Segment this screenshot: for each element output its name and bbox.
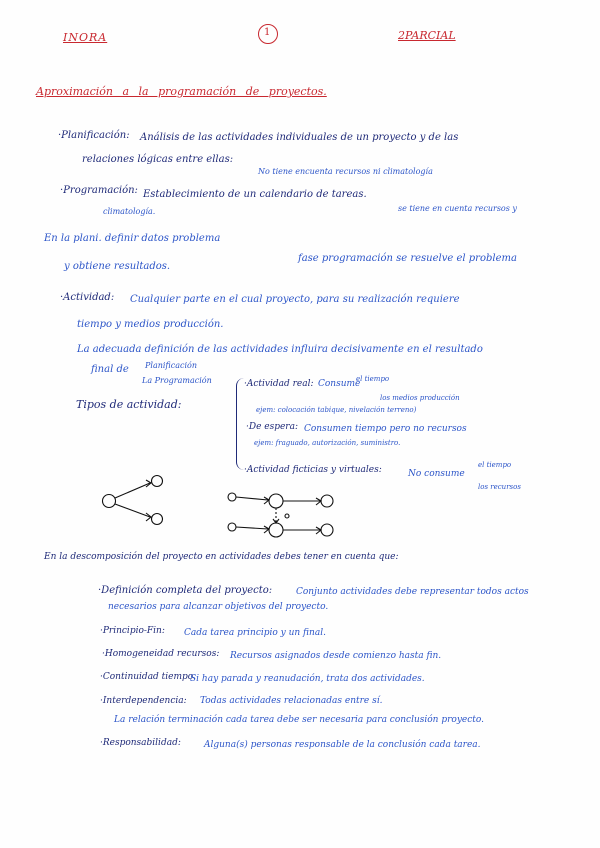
actividad-term: ·Actividad: <box>60 292 115 303</box>
ficticia-recursos: los recursos <box>478 483 521 491</box>
de-espera-example: ejem: fraguado, autorización, suministro. <box>254 439 401 447</box>
de-espera-text: Consumen tiempo pero no recursos <box>304 424 467 434</box>
header-name: INORA <box>63 31 108 44</box>
programacion-note-2: climatología. <box>103 207 156 216</box>
tipos-label: Tipos de actividad: <box>76 398 182 411</box>
phase-line-1a: En la plani. definir datos problema <box>44 233 221 244</box>
item-homogeneidad-text: Recursos asignados desde comienzo hasta fin. <box>230 651 442 661</box>
node-circle <box>228 523 236 531</box>
planificacion-text-2: relaciones lógicas entre ellas: <box>82 154 234 165</box>
node-circle <box>103 495 116 508</box>
programacion-text: Establecimiento de un calendario de tareas. <box>143 189 367 200</box>
right-diagram <box>228 493 333 537</box>
page-number: 1 <box>264 27 271 38</box>
item-principio-text: Cada tarea principio y un final. <box>184 628 326 638</box>
phase-line-2: y obtiene resultados. <box>64 261 171 272</box>
planificacion-text-1: Análisis de las actividades individuales de un proyecto y de las <box>140 132 459 143</box>
planificacion-note: No tiene encuenta recursos ni climatología <box>258 167 433 176</box>
header-exam: 2PARCIAL <box>398 29 456 42</box>
ficticia-text: No consume <box>408 469 465 479</box>
actividad-real-example: ejem: colocación tabique, nivelación terreno) <box>256 406 417 414</box>
programacion-note-1: se tiene en cuenta recursos y <box>398 204 517 213</box>
ficticia-term: ·Actividad ficticias y virtuales: <box>244 465 382 475</box>
programacion-term: ·Programación: <box>60 185 138 196</box>
item-continuidad-text: Si hay parada y reanudación, trata dos actividades. <box>190 674 425 684</box>
de-espera-term: ·De espera: <box>246 422 298 432</box>
actividad-line-3: La adecuada definición de las actividades influira decisivamente en el resultado <box>77 344 483 355</box>
item-definicion-text-2: necesarios para alcanzar objetivos del proyecto. <box>108 602 329 612</box>
actividad-line-4b: Planificación <box>145 361 198 370</box>
node-circle <box>269 494 283 508</box>
item-interdependencia-text-2: La relación terminación cada tarea debe ser necesaria para conclusión proyecto. <box>114 715 485 725</box>
item-responsabilidad-text: Alguna(s) personas responsable de la conclusión cada tarea. <box>204 740 481 750</box>
item-interdependencia-term: ·Interdependencia: <box>100 696 187 706</box>
actividad-real-text: Consume <box>318 379 361 389</box>
node-circle <box>321 524 333 536</box>
node-circle <box>321 495 333 507</box>
node-circle <box>269 523 283 537</box>
node-circle <box>152 514 163 525</box>
node-circle <box>228 493 236 501</box>
actividad-line-1: Cualquier parte en el cual proyecto, para su realización requiere <box>130 294 460 305</box>
planificacion-term: ·Planificación: <box>58 130 130 141</box>
actividad-real-medios: los medios producción <box>380 394 460 402</box>
actividad-line-2: tiempo y medios producción. <box>77 319 224 330</box>
item-principio-term: ·Principio-Fin: <box>100 626 165 636</box>
node-circle <box>152 476 163 487</box>
decomposition-intro: En la descomposición del proyecto en actividades debes tener en cuenta que: <box>44 552 399 562</box>
item-definicion-text: Conjunto actividades debe representar todos actos <box>296 587 529 597</box>
item-responsabilidad-term: ·Responsabilidad: <box>100 738 181 748</box>
item-definicion-term: ·Definición completa del proyecto: <box>98 585 273 596</box>
actividad-real-tiempo: el tiempo <box>356 375 390 383</box>
item-interdependencia-text: Todas actividades relacionadas entre sí. <box>200 696 383 706</box>
left-diagram <box>103 476 163 525</box>
item-continuidad-term: ·Continuidad tiempo. <box>100 672 196 682</box>
page-title: Aproximación a la programación de proyectos. <box>36 85 327 98</box>
actividad-line-4a: final de <box>91 364 129 375</box>
actividad-line-5: La Programación <box>142 376 212 385</box>
actividad-real-term: ·Actividad real: <box>244 379 314 389</box>
phase-line-1b: fase programación se resuelve el problema <box>298 253 517 264</box>
ficticia-tiempo: el tiempo <box>478 461 512 469</box>
item-homogeneidad-term: ·Homogeneidad recursos: <box>102 649 220 659</box>
